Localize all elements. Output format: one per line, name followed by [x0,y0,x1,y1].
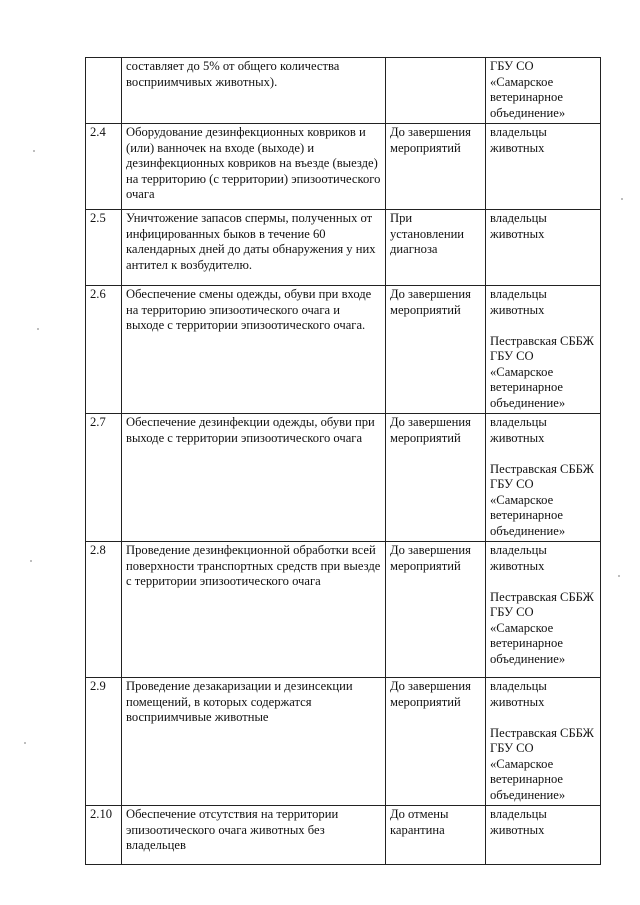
measure-term: До завершения мероприятий [386,414,486,542]
measure-term: При установлении диагноза [386,210,486,286]
responsible-party: владельцы животных Пестравская СББЖ ГБУ СО «Самарское ветеринарное объединение» [486,414,601,542]
row-number: 2.6 [86,286,122,414]
responsible-party: владельцы животных Пестравская СББЖ ГБУ СО «Самарское ветеринарное объединение» [486,286,601,414]
table-row [86,542,601,678]
responsible-party: ГБУ СО «Самарское ветеринарное объединение» [486,58,601,124]
row-number: 2.4 [86,124,122,210]
measure-description: Уничтожение запасов спермы, полученных от инфицированных быков в течение 60 календарных дней до даты обнаружения у них антител к возбудителю. [122,210,386,286]
scan-speck [37,328,39,330]
row-number [86,58,122,124]
scan-speck [24,742,26,744]
measure-term: До завершения мероприятий [386,542,486,678]
measure-description: Проведение дезакаризации и дезинсекции помещений, в которых содержатся восприимчивые животные [122,678,386,806]
row-number: 2.5 [86,210,122,286]
measure-description: Обеспечение отсутствия на территории эпизоотического очага животных без владельцев [122,806,386,865]
responsible-party: владельцы животных [486,210,601,286]
table-row [86,124,601,210]
table-row [86,210,601,286]
responsible-party: владельцы животных [486,124,601,210]
measure-term [386,58,486,124]
measure-term: До завершения мероприятий [386,124,486,210]
responsible-party: владельцы животных Пестравская СББЖ ГБУ СО «Самарское ветеринарное объединение» [486,678,601,806]
table-row [86,286,601,414]
measure-description: Обеспечение дезинфекции одежды, обуви при выходе с территории эпизоотического очага [122,414,386,542]
measure-description: Оборудование дезинфекционных ковриков и (или) ванночек на входе (выходе) и дезинфекционных ковриков на въезде (выезде) на территорию (с территории) эпизоотического очага [122,124,386,210]
measure-term: До отмены карантина [386,806,486,865]
scan-speck [33,150,35,152]
measure-description: составляет до 5% от общего количества восприимчивых животных). [122,58,386,124]
responsible-party: владельцы животных Пестравская СББЖ ГБУ СО «Самарское ветеринарное объединение» [486,542,601,678]
measure-term: До завершения мероприятий [386,286,486,414]
scan-speck [618,575,620,577]
row-number: 2.9 [86,678,122,806]
scan-speck [30,560,32,562]
row-number: 2.7 [86,414,122,542]
table-row [86,806,601,865]
table-row [86,58,601,124]
table-row [86,678,601,806]
responsible-party: владельцы животных [486,806,601,865]
table-row [86,414,601,542]
measure-term: До завершения мероприятий [386,678,486,806]
row-number: 2.8 [86,542,122,678]
measures-table [85,57,601,865]
row-number: 2.10 [86,806,122,865]
measure-description: Проведение дезинфекционной обработки всей поверхности транспортных средств при выезде с территории эпизоотического очага [122,542,386,678]
measure-description: Обеспечение смены одежды, обуви при входе на территорию эпизоотического очага и выходе с территории эпизоотического очага. [122,286,386,414]
scan-speck [621,198,623,200]
